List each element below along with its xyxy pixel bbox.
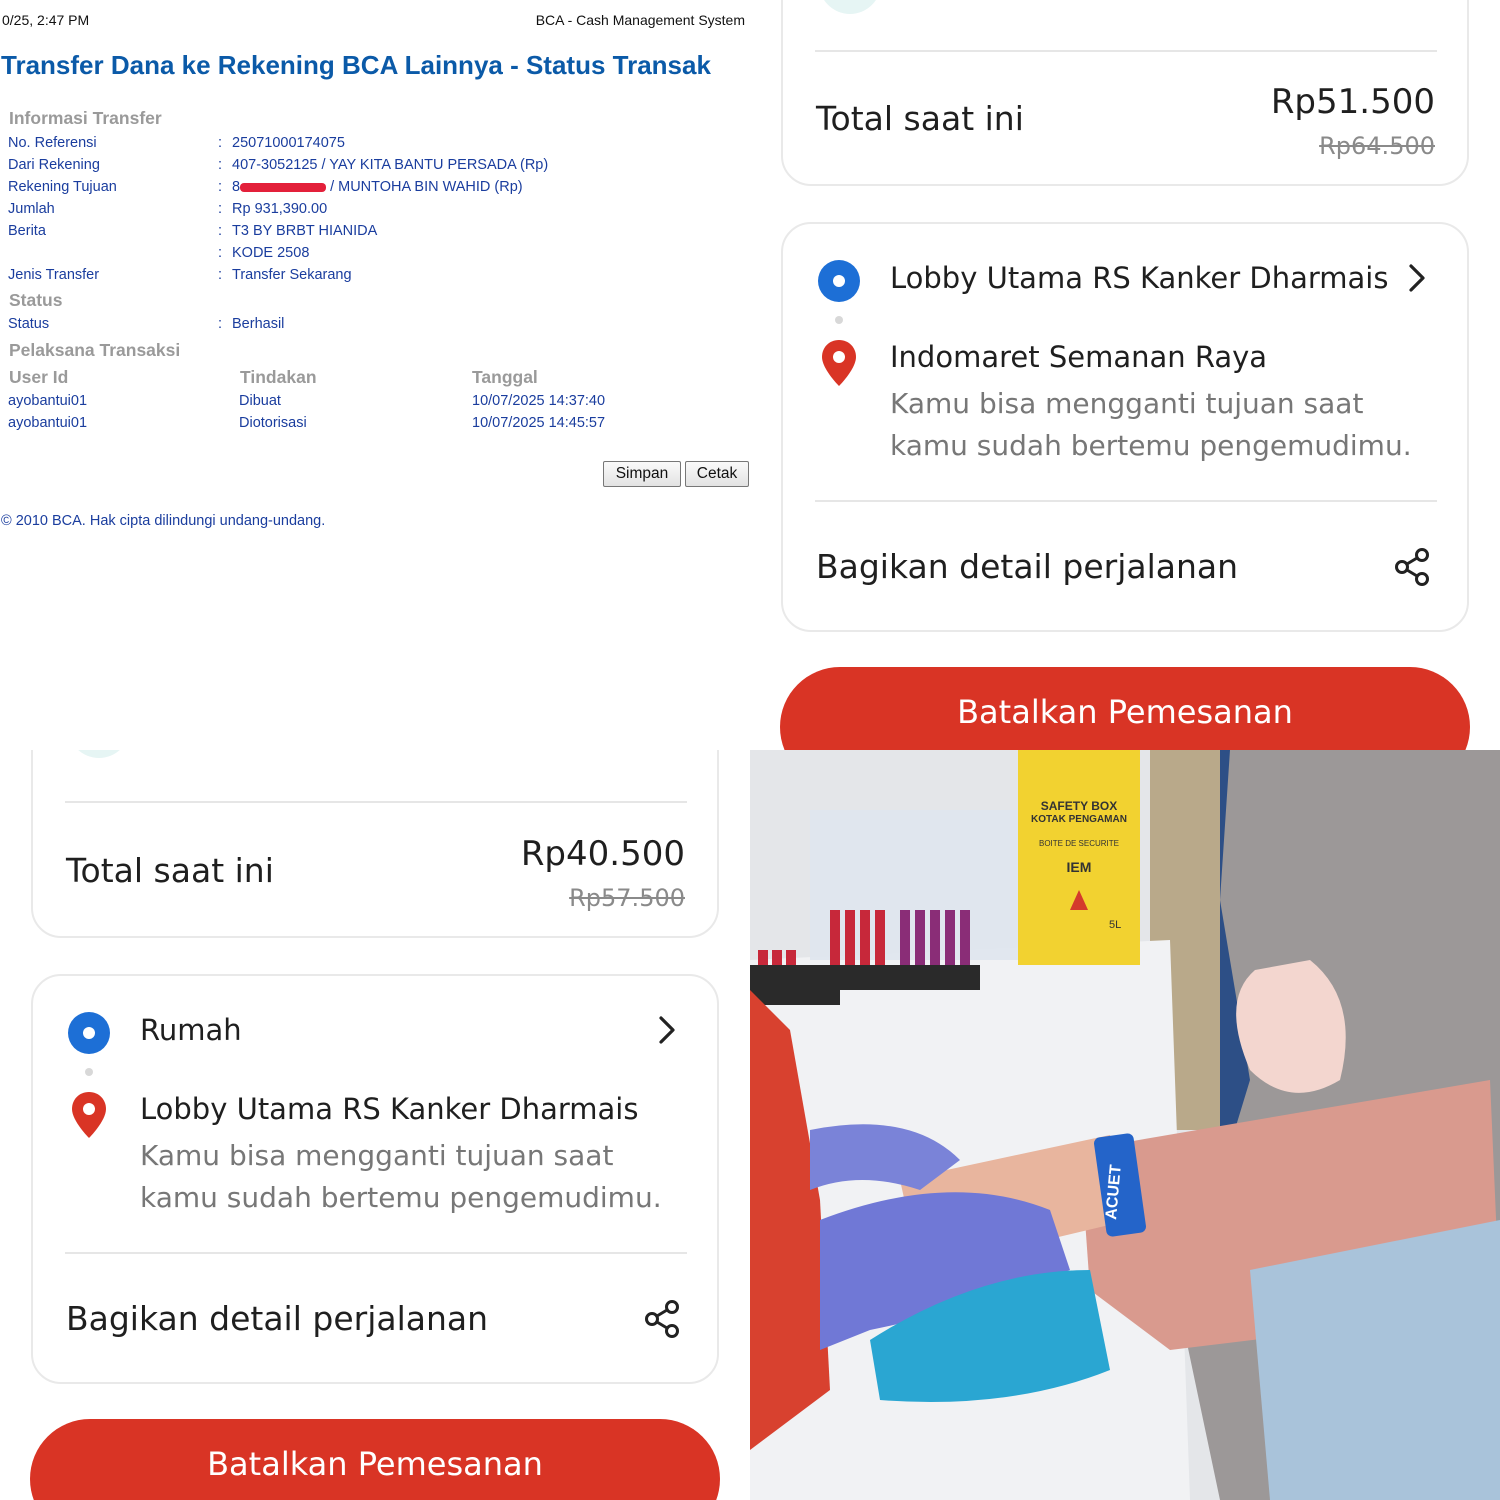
- share-icon[interactable]: [643, 1299, 683, 1339]
- pickup-location[interactable]: Rumah: [140, 1013, 242, 1047]
- wristband-label: ACUET: [1103, 1163, 1125, 1221]
- safety-box-label: SAFETY BOX: [1040, 799, 1118, 813]
- share-trip-label[interactable]: Bagikan detail perjalanan: [66, 1299, 489, 1338]
- row-value: KODE 2508: [232, 245, 310, 261]
- destination-location: Indomaret Semanan Raya: [890, 340, 1268, 374]
- header-date: Tanggal: [472, 367, 538, 387]
- cancel-booking-button[interactable]: Batalkan Pemesanan: [30, 1419, 720, 1500]
- row-value: 407-3052125 / YAY KITA BANTU PERSADA (Rp): [232, 157, 549, 173]
- exec-date: 10/07/2025 14:37:40: [472, 393, 606, 409]
- photo-illustration: [750, 750, 1500, 1500]
- row-value: Transfer Sekarang: [232, 267, 352, 283]
- safety-box-brand: IEM: [1066, 859, 1092, 875]
- share-icon[interactable]: [1393, 547, 1433, 587]
- row-label: Rekening Tujuan: [8, 179, 117, 195]
- exec-user: ayobantui01: [8, 415, 88, 431]
- section-status: Status: [9, 290, 63, 310]
- cancel-booking-button[interactable]: Batalkan Pemesanan: [780, 667, 1470, 750]
- change-destination-hint: Kamu bisa mengganti tujuan saat kamu sudah bertemu pengemudimu.: [140, 1139, 662, 1214]
- exec-date: 10/07/2025 14:45:57: [472, 415, 606, 431]
- chevron-right-icon[interactable]: [1405, 262, 1429, 294]
- exec-action: Dibuat: [239, 393, 281, 409]
- print-datetime: 0/25, 2:47 PM: [2, 12, 90, 28]
- row-label: Jumlah: [8, 201, 55, 217]
- row-value: 25071000174075: [232, 135, 345, 151]
- save-button[interactable]: Simpan: [603, 461, 681, 487]
- destination-pin-icon: [820, 338, 858, 388]
- row-label: Dari Rekening: [8, 157, 100, 173]
- row-label: Jenis Transfer: [8, 267, 100, 283]
- ride-booking-panel-1: [750, 0, 1500, 750]
- section-executor: Pelaksana Transaksi: [9, 340, 181, 360]
- row-label: Status: [8, 316, 50, 332]
- share-trip-label[interactable]: Bagikan detail perjalanan: [816, 547, 1239, 586]
- divider: [65, 1252, 687, 1254]
- print-button[interactable]: Cetak: [685, 461, 749, 487]
- row-value: T3 BY BRBT HIANIDA: [232, 223, 378, 239]
- fare-card: [31, 750, 719, 938]
- row-label: No. Referensi: [8, 135, 97, 151]
- exec-action: Diotorisasi: [239, 415, 307, 431]
- destination-location: Lobby Utama RS Kanker Dharmais: [140, 1092, 639, 1126]
- pickup-location[interactable]: Lobby Utama RS Kanker Dharmais: [890, 261, 1389, 295]
- current-price: Rp51.500: [1270, 82, 1435, 122]
- bca-transfer-status-panel: 0/25, 2:47 PM BCA - Cash Management System Transfer Dana ke Rekening BCA Lainnya - Status Transak Informasi Transfer No. Referensi : 25071000174075 Dari Rekening : 407-3052125 / YAY KITA BANTU PERSADA (Rp) Rekening Tujuan : 8 / MUNTOHA BIN WAHID (Rp) Jumlah : Rp 931,390.00 Berita : T3 BY BRBT HIANIDA : KODE 2508 Jenis Transfer : Transfer Sekarang Status Status : Berhasil Pelaksana Transaksi User Id Tindakan Tanggal ayobantui01 Dibuat 10/07/2025 14:37:40 ayobantui01 Diotorisasi 10/07/2025 14:45:57 Simpan Cetak © 2010 BCA. Hak cipta dilindungi undang-undang.: [0, 0, 750, 750]
- total-label: Total saat ini: [816, 99, 1024, 138]
- account-prefix: 8: [232, 179, 241, 195]
- route-card: [31, 974, 719, 1384]
- divider: [815, 50, 1437, 52]
- divider: [815, 500, 1437, 502]
- change-destination-hint: Kamu bisa mengganti tujuan saat kamu sudah bertemu pengemudimu.: [890, 387, 1412, 462]
- fare-card: [781, 0, 1469, 186]
- chevron-right-icon[interactable]: [655, 1014, 679, 1046]
- original-price: Rp64.500: [1319, 132, 1435, 160]
- total-label: Total saat ini: [66, 851, 274, 890]
- tube-rack-base-2: [825, 965, 980, 990]
- pickup-dot-icon: [68, 1012, 110, 1054]
- row-value: Rp 931,390.00: [232, 201, 328, 217]
- copyright-footer: © 2010 BCA. Hak cipta dilindungi undang-undang.: [1, 513, 326, 529]
- driver-avatar: [68, 750, 130, 758]
- destination-pin-icon: [70, 1090, 108, 1140]
- pickup-dot-icon: [818, 260, 860, 302]
- ride-booking-panel-2: [0, 750, 750, 1500]
- current-price: Rp40.500: [520, 834, 685, 874]
- print-header: [2, 12, 745, 28]
- safety-box-label-3: BOITE DE SECURITE: [1038, 839, 1120, 848]
- section-transfer-info: Informasi Transfer: [9, 108, 162, 128]
- row-value: / MUNTOHA BIN WAHID (Rp): [330, 179, 523, 195]
- exec-user: ayobantui01: [8, 393, 88, 409]
- safety-box-label-2: KOTAK PENGAMAN: [1031, 814, 1127, 825]
- blood-draw-photo: [750, 750, 1500, 1500]
- status-value: Berhasil: [232, 316, 285, 332]
- original-price: Rp57.500: [569, 884, 685, 912]
- route-connector: [835, 316, 843, 324]
- system-name: BCA - Cash Management System: [535, 12, 745, 28]
- row-label: Berita: [8, 223, 46, 239]
- safety-box: [1018, 750, 1140, 965]
- route-connector: [85, 1068, 93, 1076]
- redaction-mark: [240, 183, 326, 192]
- header-user-id: User Id: [9, 367, 69, 387]
- driver-avatar: [819, 0, 881, 14]
- route-card: [781, 222, 1469, 632]
- divider: [65, 801, 687, 803]
- safety-box-volume: 5L: [1109, 919, 1122, 931]
- page-title: Transfer Dana ke Rekening BCA Lainnya - Status Transak: [1, 50, 711, 80]
- header-action: Tindakan: [240, 367, 317, 387]
